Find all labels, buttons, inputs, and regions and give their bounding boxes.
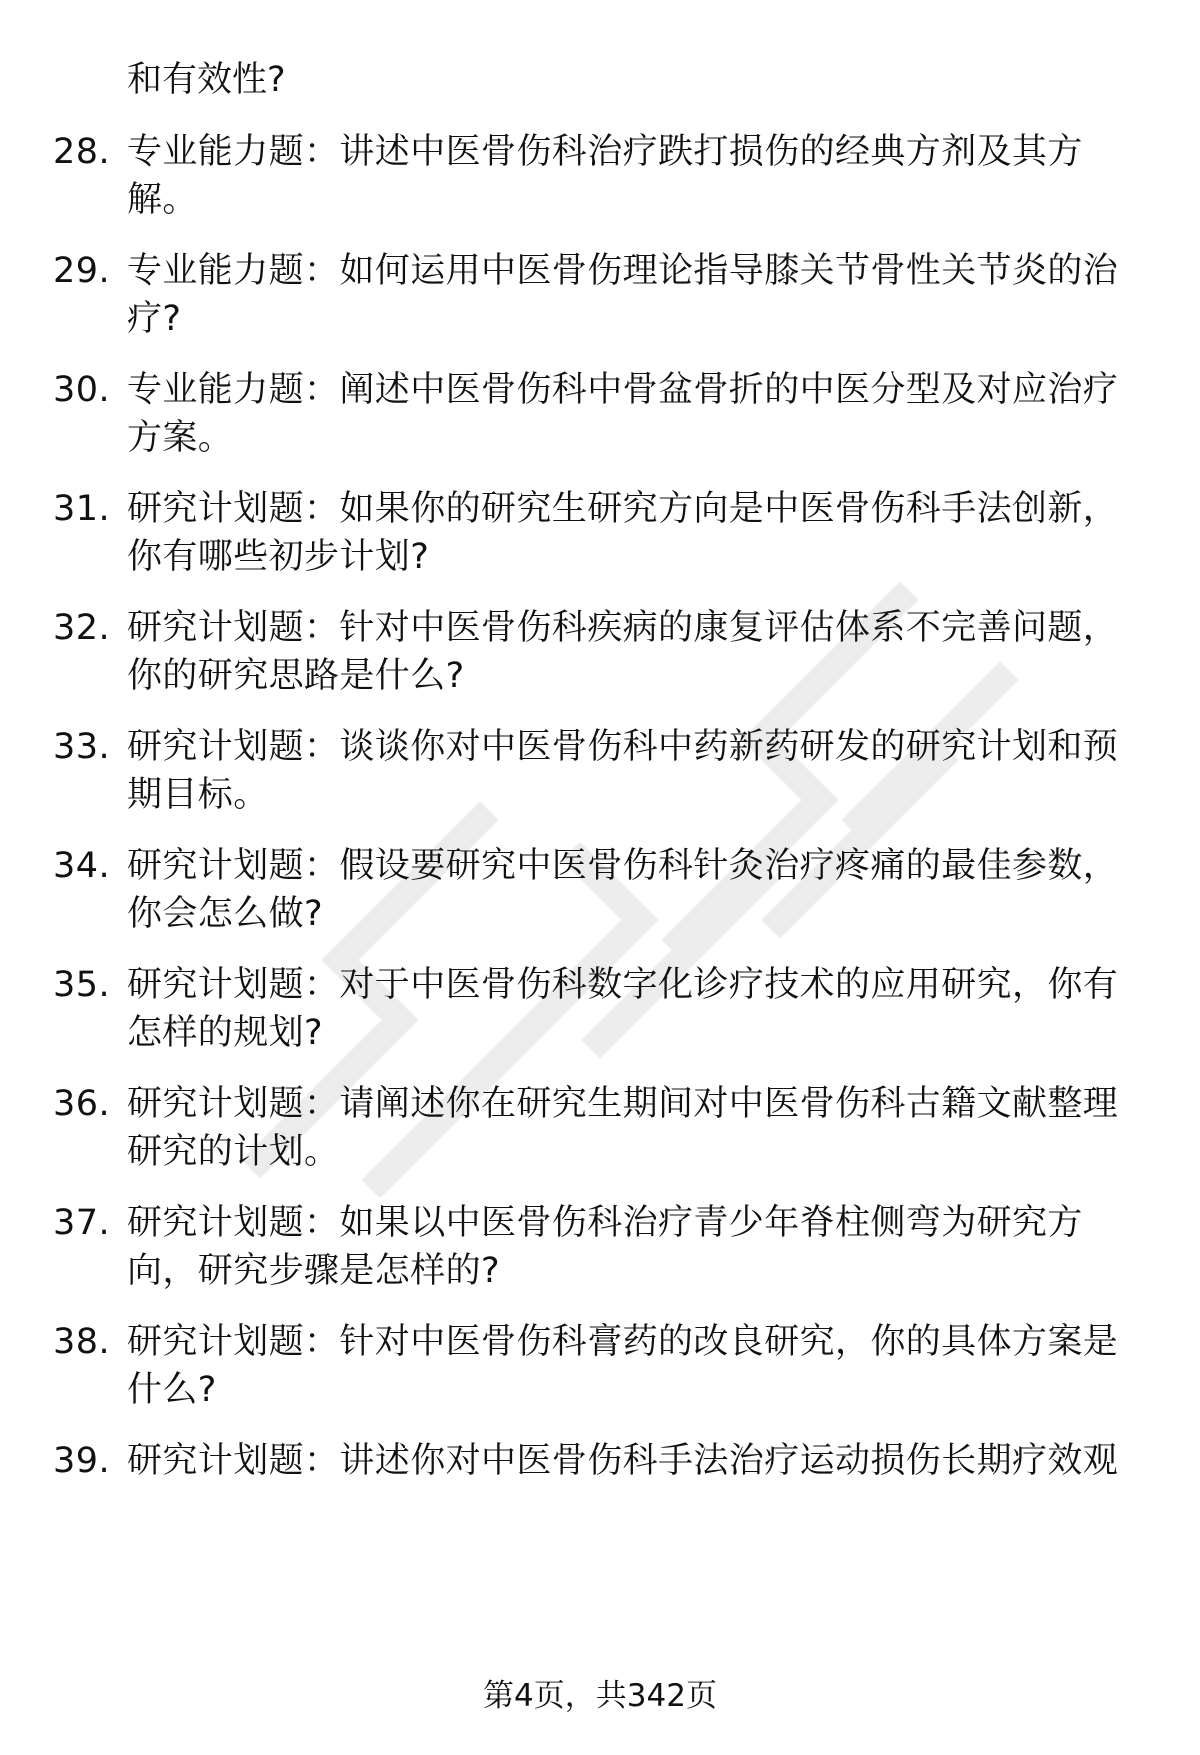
question-number: 39. <box>53 1441 111 1481</box>
question-line: 研究计划题：如果以中医骨伤科治疗青少年脊柱侧弯为研究方 <box>127 1203 1083 1243</box>
question-number: 29. <box>53 251 111 291</box>
question-number: 37. <box>53 1203 111 1243</box>
question-line: 研究计划题：谈谈你对中医骨伤科中药新药研发的研究计划和预 <box>127 727 1119 767</box>
question-number: 35. <box>53 965 111 1005</box>
question-line: 研究计划题：假设要研究中医骨伤科针灸治疗疼痛的最佳参数， <box>127 846 1119 886</box>
question-text <box>127 485 1147 581</box>
question-text <box>127 604 1147 700</box>
question-text <box>127 842 1147 938</box>
question-number: 34. <box>53 846 111 886</box>
question-text <box>127 128 1147 224</box>
question-line: 你会怎么做? <box>127 894 323 934</box>
question-text <box>127 1199 1147 1295</box>
continuation-line: 和有效性? <box>127 60 286 100</box>
page-footer: 第4页，共342页 <box>483 1678 717 1714</box>
question-number: 32. <box>53 608 111 648</box>
question-line: 期目标。 <box>127 775 269 815</box>
question-line: 向，研究步骤是怎样的? <box>127 1251 500 1291</box>
question-text <box>127 1437 1147 1485</box>
question-number: 31. <box>53 489 111 529</box>
question-line: 专业能力题：如何运用中医骨伤理论指导膝关节骨性关节炎的治 <box>127 251 1119 291</box>
question-line: 专业能力题：阐述中医骨伤科中骨盆骨折的中医分型及对应治疗 <box>127 370 1119 410</box>
question-text <box>127 1318 1147 1414</box>
question-text <box>127 723 1147 819</box>
question-number: 30. <box>53 370 111 410</box>
question-line: 怎样的规划? <box>127 1013 323 1053</box>
question-line: 研究计划题：针对中医骨伤科疾病的康复评估体系不完善问题， <box>127 608 1119 648</box>
question-line: 研究计划题：讲述你对中医骨伤科手法治疗运动损伤长期疗效观 <box>127 1441 1119 1481</box>
question-text <box>127 1080 1147 1176</box>
question-line: 解。 <box>127 180 198 220</box>
question-line: 专业能力题：讲述中医骨伤科治疗跌打损伤的经典方剂及其方 <box>127 132 1083 172</box>
question-number: 36. <box>53 1084 111 1124</box>
question-text <box>127 247 1147 343</box>
question-line: 方案。 <box>127 418 234 458</box>
question-line: 你有哪些初步计划? <box>127 537 430 577</box>
question-text <box>127 961 1147 1057</box>
question-line: 研究计划题：针对中医骨伤科膏药的改良研究，你的具体方案是 <box>127 1322 1119 1362</box>
question-line: 研究计划题：请阐述你在研究生期间对中医骨伤科古籍文献整理 <box>127 1084 1119 1124</box>
question-line: 研究计划题：如果你的研究生研究方向是中医骨伤科手法创新， <box>127 489 1119 529</box>
question-number: 38. <box>53 1322 111 1362</box>
question-line: 什么? <box>127 1370 217 1410</box>
question-line: 你的研究思路是什么? <box>127 656 465 696</box>
question-line: 疗? <box>127 299 182 339</box>
question-text <box>127 366 1147 462</box>
question-number: 33. <box>53 727 111 767</box>
question-line: 研究的计划。 <box>127 1132 340 1172</box>
question-line: 研究计划题：对于中医骨伤科数字化诊疗技术的应用研究，你有 <box>127 965 1119 1005</box>
question-number: 28. <box>53 132 111 172</box>
